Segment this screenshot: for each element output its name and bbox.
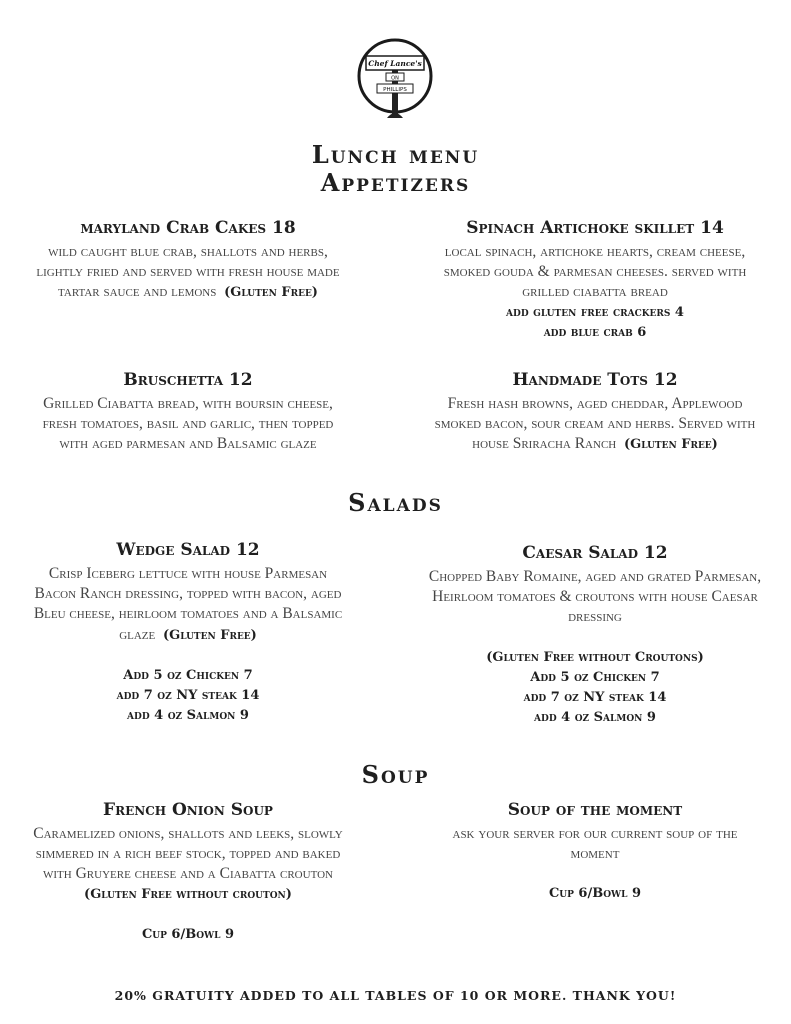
- menu-item-wedge-salad: [28, 540, 348, 726]
- item-description: wild caught blue crab, shallots and herbs, lightly fried and served with fresh house made tartar sauce and lemons: [36, 243, 340, 301]
- addon-salmon: add 4 oz Salmon 9: [534, 710, 656, 726]
- item-description: Caramelized onions, shallots and leeks, slowly simmered in a rich beef stock, topped and baked with Gruyere cheese and a Ciabatta crouton: [33, 825, 343, 883]
- item-title: Spinach Artichoke skillet 14: [466, 218, 724, 238]
- item-title: Soup of the moment: [507, 800, 683, 820]
- menu-item-crab-cakes: [28, 218, 348, 304]
- soup-price: Cup 6/Bowl 9: [141, 926, 235, 942]
- item-title: Caesar Salad 12: [522, 543, 668, 563]
- gluten-free-note: (Gluten Free): [224, 285, 318, 301]
- menu-item-spinach-artichoke: [425, 218, 765, 343]
- item-description: Fresh hash browns, aged cheddar, Applewood smoked bacon, sour cream and herbs. Served with house Sriracha Ranch: [434, 395, 756, 453]
- salads-heading: Salads: [348, 488, 443, 517]
- gluten-free-note: (Gluten Free without Croutons): [486, 649, 704, 665]
- addon-steak: add 7 oz NY steak 14: [523, 690, 667, 706]
- addon-chicken: Add 5 oz Chicken 7: [123, 667, 253, 683]
- restaurant-logo: [357, 38, 433, 134]
- item-title: Bruschetta 12: [123, 370, 253, 390]
- item-description: Crisp Iceberg lettuce with house Parmesan Bacon Ranch dressing, topped with bacon, aged Bleu cheese, heirloom tomatoes and a Balsamic glaze: [33, 565, 343, 643]
- logo-text-phillips: PHILLIPS: [383, 87, 407, 93]
- menu-item-soup-of-the-moment: [425, 800, 765, 905]
- item-title: Wedge Salad 12: [116, 540, 260, 560]
- gluten-free-note: (Gluten Free without crouton): [84, 886, 292, 902]
- logo-text-on: ON: [391, 75, 399, 82]
- addon-blue-crab: add blue crab 6: [543, 324, 647, 340]
- menu-item-caesar-salad: [425, 543, 765, 728]
- addon-gf-crackers: add gluten free crackers 4: [506, 304, 684, 320]
- menu-item-handmade-tots: [425, 370, 765, 456]
- item-title: maryland Crab Cakes 18: [80, 218, 296, 238]
- item-description: Grilled Ciabatta bread, with boursin cheese, fresh tomatoes, basil and garlic, then topped with aged parmesan and Balsamic glaze: [42, 395, 334, 453]
- lunch-menu-heading: Lunch menu: [311, 140, 480, 169]
- logo-text-main: Chef Lance's: [368, 59, 422, 68]
- item-title: French Onion Soup: [103, 800, 273, 820]
- item-description: ask your server for our current soup of the moment: [452, 825, 738, 863]
- gluten-free-note: (Gluten Free): [162, 627, 257, 643]
- item-title: Handmade Tots 12: [512, 370, 678, 390]
- gluten-free-note: (Gluten Free): [623, 437, 718, 453]
- item-description: Chopped Baby Romaine, aged and grated Parmesan, Heirloom tomatoes & croutons with house Caesar dressing: [428, 568, 762, 626]
- item-description: local spinach, artichoke hearts, cream cheese, smoked gouda & parmesan cheeses. served with grilled ciabatta bread: [443, 243, 747, 301]
- menu-item-french-onion-soup: [28, 800, 348, 945]
- soup-heading: Soup: [361, 760, 430, 789]
- addon-chicken: Add 5 oz Chicken 7: [530, 669, 660, 685]
- addon-steak: add 7 oz NY steak 14: [116, 688, 260, 704]
- appetizers-heading: Appetizers: [320, 168, 471, 197]
- soup-price: Cup 6/Bowl 9: [548, 886, 642, 902]
- gratuity-note: 20% GRATUITY ADDED TO ALL TABLES OF 10 OR MORE. THANK YOU!: [114, 988, 677, 1003]
- addon-salmon: add 4 oz Salmon 9: [127, 708, 249, 724]
- menu-item-bruschetta: [28, 370, 348, 455]
